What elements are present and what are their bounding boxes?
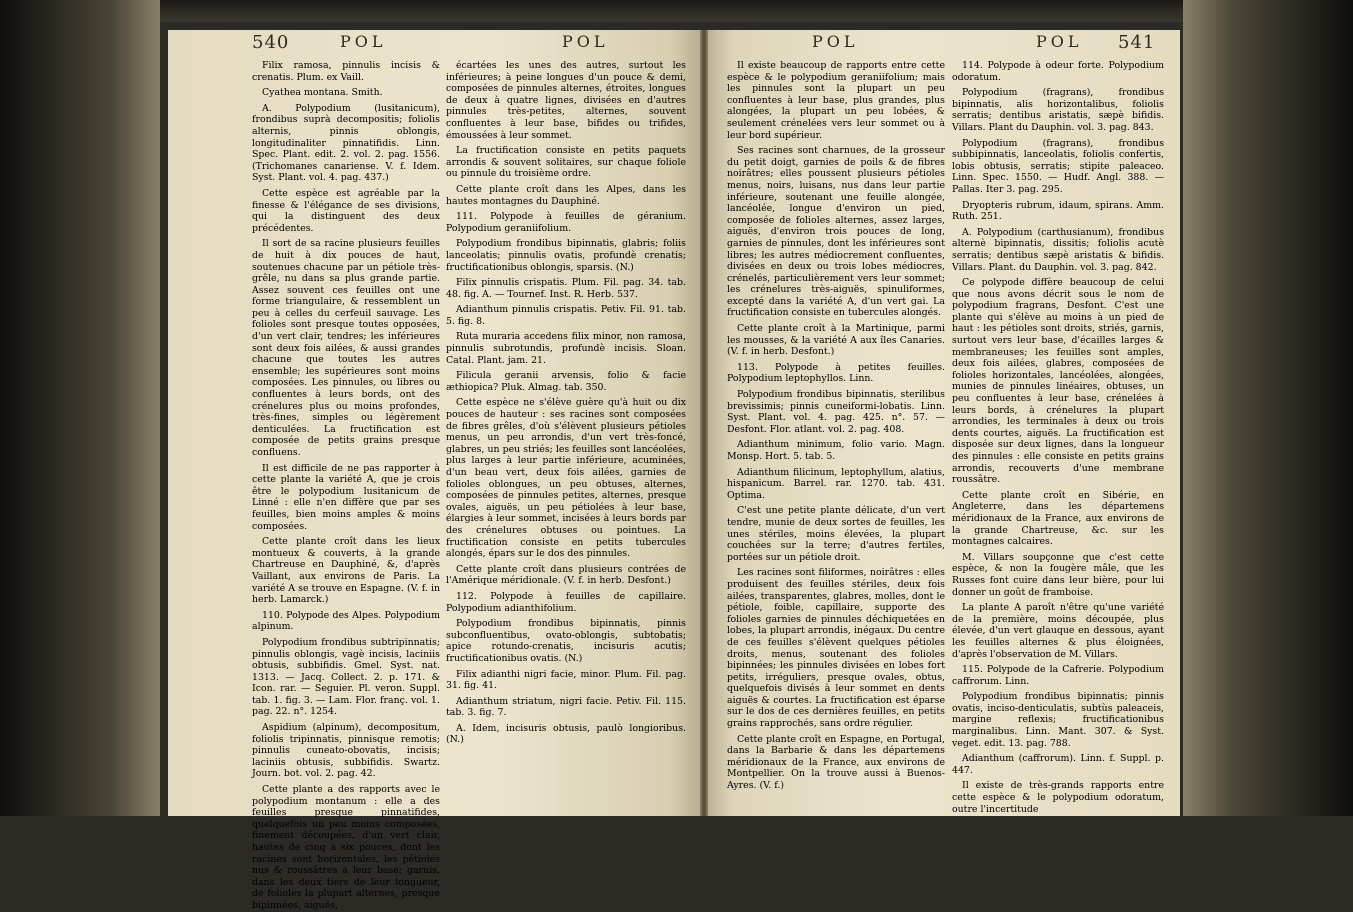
paragraph: Polypodium frondibus bipinnatis, sterilibus brevissimis; pinnis cuneiformi-lobatis. Linn. Syst. Plant. vol. 4. pag. 425. n°. 57. — Desfont. Flor. atlant. vol. 2. pag. 408. <box>727 389 945 435</box>
paragraph: A. Polypodium (carthusianum), frondibus alternè bipinnatis, dissitis; foliolis acutè serratis; dentibus sæpè aristatis & bifidis. Villars. Plant. du Dauphin. vol. 3. pag. 842. <box>952 226 1164 273</box>
paragraph: Filicula geranii arvensis, folio & facie æthiopica? Pluk. Almag. tab. 350. <box>446 370 686 393</box>
right-page-running-head-1: POL <box>812 32 859 51</box>
scanner-edge-top <box>0 0 1353 22</box>
left-page-running-head-2: POL <box>562 32 609 51</box>
paragraph: Ce polypode diffère beaucoup de celui que nous avons décrit sous le nom de polypodium fragrans, Desfont. C'est une plante qui s'élève au moins à un pied de haut : les pétioles sont droits, striés, garnis, surtout vers leur base, d'écailles larges & membraneuses; les feuilles sont amples, deux fois ailées, glabres, composées de folioles horizontales, lancéolées, alongées, munies de pinnules linéaires, obtuses, un peu confluentes à leur base, crénelées à leurs bords, à crénelures la plupart arrondies, les terminales à deux ou trois dents courtes, aiguës. La fructification est disposée sur deux lignes, dans la longueur des pinnules : elle consiste en petits grains arrondis, recouverts d'une membrane roussâtre. <box>952 277 1164 486</box>
paragraph: Cyathea montana. Smith. <box>262 87 383 99</box>
right-page-folio: 541 <box>1118 32 1156 53</box>
paragraph: A. Polypodium (lusitanicum), frondibus suprà decompositis; foliolis alternis, pinnis oblongis, longitudinaliter pinnatifidis. Linn. Spec. Plant. edit. 2. vol. 2. pag. 1556. (Trichomanes canariense. V. f. Idem. Syst. Plant. vol. 4. pag. 437.) <box>252 102 440 184</box>
paragraph: 112. Polypode à feuilles de capillaire. Polypodium adianthifolium. <box>446 590 686 614</box>
paragraph: Filix adianthi nigri facie, minor. Plum. Fil. pag. 31. fig. 41. <box>446 668 686 692</box>
paragraph: Filix ramosa, pinnulis incisis & crenatis. Plum. ex Vaill. <box>252 60 440 83</box>
paragraph: Cette espèce ne s'élève guère qu'à huit ou dix pouces de hauteur : ses racines sont composées de fibres grêles, d'où s'élèvent plusieurs pétioles menus, un peu arrondis, d'un vert très-foncé, glabres, un peu striés; les feuilles sont lancéolées, plus larges à leur partie inférieure, acuminées, d'un beau vert, deux fois ailées, garnies de folioles oblongues, un peu obtuses, alternes, composées de pinnules petites, alternes, presque ovales, aiguës, un peu pétiolées à leur base, élargies à leur sommet, incisées à leurs bords par des crénelures obtuses ou pointues. La fructification consiste en petits tubercules alongés, épars sur le dos des pinnules. <box>446 397 686 560</box>
paragraph: Polypodium frondibus bipinnatis, pinnis subconfluentibus, ovato-oblongis, subtobatis; apice rotundo-crenatis, incisuris acutis; fructificationibus ovatis. (N.) <box>446 618 686 664</box>
paragraph: 110. Polypode des Alpes. Polypodium alpinum. <box>252 609 440 633</box>
paragraph: Il sort de sa racine plusieurs feuilles de huit à dix pouces de haut, soutenues chacune par un pétiole très-grêle, nu dans sa plus grande partie. Assez souvent ces feuilles ont une forme triangulaire, & ressemblent un peu à celles du cerfeuil sauvage. Les folioles sont presque toutes opposées, d'un vert clair, tendres; les inférieures sont deux fois ailées, & aussi grandes chacune que toutes les autres ensemble; les supérieures sont moins composées. Les pinnules, ou libres ou confluentes à leurs bords, ont des crénelures plus ou moins profondes, très-fines, simples ou légèrement denticulées. La fructification est composée de petits grains presque confluens. <box>252 238 440 458</box>
paragraph: Adianthum (caffrorum). Linn. f. Suppl. p. 447. <box>952 753 1164 776</box>
left-page-running-head-1: POL <box>340 32 387 51</box>
left-page-column-2 <box>446 60 686 760</box>
paragraph: écartées les unes des autres, surtout les inférieures; à peine longues d'un pouce & demi, composées de pinnules alternes, étroites, longues de deux à quatre lignes, divisées en d'autres pinnules très-petites, alternes, souvent confluentes à leur base, bifides ou trifides, émoussées à leur sommet. <box>446 60 686 141</box>
paragraph: Adianthum filicinum, leptophyllum, alatius, hispanicum. Barrel. rar. 1270. tab. 431. Optima. <box>727 466 945 501</box>
left-page-folio: 540 <box>252 32 290 53</box>
paragraph: Polypodium (fragrans), frondibus bipinnatis, alis horizontalibus, foliolis serratis; dentibus aristatis, sæpè bifidis. Villars. Plant du Dauphin. vol. 3. pag. 843. <box>952 87 1164 133</box>
scanner-edge-right <box>1183 0 1353 816</box>
paragraph: Polypodium frondibus bipinnatis; pinnis ovatis, inciso-denticulatis, subtùs paleaceis, margine reflexis; fructificationibus marginalibus. Linn. Mant. 307. & Syst. veget. edit. 13. pag. 788. <box>952 691 1164 749</box>
paragraph: Cette plante croît dans les lieux montueux & couverts, à la grande Chartreuse en Dauphiné, &, d'après Vaillant, aux environs de Paris. La variété A se trouve en Espagne. (V. f. in herb. Lamarck.) <box>252 536 440 606</box>
paragraph: Polypodium frondibus bipinnatis, glabris; foliis lanceolatis; pinnulis ovatis, profundè crenatis; fructificationibus oblongis, sparsis. (N.) <box>446 238 686 273</box>
paragraph: Cette espèce est agréable par la finesse & l'élégance de ses divisions, qui la distinguent des deux précédentes. <box>252 187 440 234</box>
paragraph: La plante A paroît n'être qu'une variété de la première, moins découpée, plus élevée, d'un vert glauque en dessous, ayant les feuilles alternes & plus éloignées, d'après l'observation de M. Villars. <box>952 602 1164 660</box>
right-page-column-2 <box>952 60 1164 815</box>
right-page-column-1 <box>727 60 945 792</box>
paragraph: Il existe beaucoup de rapports entre cette espèce & le polypodium geraniifolium; mais les pinnules sont la plupart un peu confluentes à leur base, plus grandes, plus alongées, la plupart un peu lobées, & seulement crénelées vers leur sommet ou à leur bord supérieur. <box>727 60 945 141</box>
paragraph: Dryopteris rubrum, idaum, spirans. Amm. Ruth. 251. <box>952 199 1164 223</box>
right-page-running-head-2: POL <box>1036 32 1083 51</box>
paragraph: Polypodium (fragrans), frondibus subbipinnatis, lanceolatis, foliolis confertis, lobis obtusis, serratis; stipite paleaceo. Linn. Spec. 1550. — Hudf. Angl. 388. — Pallas. Iter 3. pag. 295. <box>952 137 1164 195</box>
paragraph: Ruta muraria accedens filix minor, non ramosa, pinnulis subrotundis, profundè incisis. Sloan. Catal. Plant. jam. 21. <box>446 331 686 366</box>
paragraph: 115. Polypode de la Cafrerie. Polypodium caffrorum. Linn. <box>952 664 1164 687</box>
paragraph: Il existe de très-grands rapports entre cette espèce & le polypodium odoratum, outre l'incertitude <box>952 780 1164 815</box>
paragraph: Adianthum striatum, nigri facie. Petiv. Fil. 115. tab. 3. fig. 7. <box>446 695 686 719</box>
paragraph: Polypodium frondibus subtripinnatis; pinnulis oblongis, vagè incisis, laciniis obtusis, subbifidis. Gmel. Syst. nat. 1313. — Jacq. Collect. 2. p. 171. & Icon. rar. — Seguier. Pl. veron. Suppl. tab. 1. fig. 3. — Lam. Flor. franç. vol. 1. pag. 22. n°. 1254. <box>252 636 440 718</box>
paragraph: Les racines sont filiformes, noirâtres : elles produisent des feuilles stériles, deux fois ailées, transparentes, glabres, molles, dont le pétiole, foible, capillaire, supporte des folioles garnies de pinnules déchiquetées en lobes, la plupart arrondis, inégaux. Du centre de ces feuilles s'élèvent quelques pétioles droits, menus, soutenant des folioles bipinnées; les pinnules divisées en lobes fort petits, irréguliers, presque ovales, obtus, quelquefois divisés à leur sommet en dents aiguës & courtes. La fructification est éparse sur le dos de ces dernières feuilles, en petits grains rapprochés, sans ordre régulier. <box>727 567 945 730</box>
paragraph: Cette plante croît dans les Alpes, dans les hautes montagnes du Dauphiné. <box>446 183 686 207</box>
paragraph: Aspidium (alpinum), decompositum, foliolis tripinnatis, pinnisque remotis; pinnulis cuneato-obovatis, incisis; laciniis obtusis, subbifidis. Swartz. Journ. bot. vol. 2. pag. 42. <box>252 722 440 780</box>
paragraph: La fructification consiste en petits paquets arrondis & souvent solitaires, sur chaque foliole ou pinnule du troisième ordre. <box>446 145 686 180</box>
paragraph: 113. Polypode à petites feuilles. Polypodium leptophyllos. Linn. <box>727 361 945 385</box>
paragraph: Cette plante croît en Sibérie, en Angleterre, dans les départemens méridionaux de la France, aux environs de la grande Chartreuse, &c. sur les montagnes calcaires. <box>952 489 1164 548</box>
paragraph: 114. Polypode à odeur forte. Polypodium odoratum. <box>952 60 1164 83</box>
paragraph: Ses racines sont charnues, de la grosseur du petit doigt, garnies de poils & de fibres noirâtres; elles poussent plusieurs pétioles menus, noirs, luisans, nus dans leur partie inférieure, soutenant une feuille alongée, lancéolée, longue d'environ un pied, composée de folioles alternes, assez larges, aiguës, d'environ trois pouces de long, garnies de pinnules, dont les inférieures sont libres; les autres médiocrement confluentes, divisées en deux ou trois lobes médiocres, crénelés, particulièrement vers leur sommet; les crénelures très-aiguës, spinuliformes, excepté dans la variété A, d'un vert gai. La fructification consiste en tubercules alongés. <box>727 145 945 319</box>
paragraph: Cette plante croît à la Martinique, parmi les mousses, & la variété A aux îles Canaries. (V. f. in herb. Desfont.) <box>727 323 945 358</box>
paragraph: M. Villars soupçonne que c'est cette espèce, & non la fougère mâle, que les Russes font cuire dans leur bière, pour lui donner un goût de framboise. <box>952 551 1164 598</box>
left-page-column-1 <box>252 60 440 911</box>
paragraph: Cette plante croît en Espagne, en Portugal, dans la Barbarie & dans les départemens méridionaux de la France, aux environs de Montpellier. On la trouve aussi à Buenos-Ayres. (V. f.) <box>727 733 945 792</box>
paragraph: Cette plante a des rapports avec le polypodium montanum : elle a des feuilles presque pinnatifides, quelquefois un peu moins composées, finement découpées, d'un vert clair, hautes de cinq à six pouces, dont les racines sont horizontales, les pétioles nus & roussâtres à leur base; garnis, dans les deux tiers de leur longueur, de folioles la plupart alternes, presque bipinnées, aiguës, <box>252 784 440 911</box>
paragraph: Filix pinnulis crispatis. Plum. Fil. pag. 34. tab. 48. fig. A. — Tournef. Inst. R. Herb. 537. <box>446 277 686 300</box>
paragraph: A. Idem, incisuris obtusis, paulò longioribus. (N.) <box>446 722 686 746</box>
book-gutter <box>700 30 708 816</box>
paragraph: Cette plante croît dans plusieurs contrées de l'Amérique méridionale. (V. f. in herb. Desfont.) <box>446 563 686 587</box>
paragraph: C'est une petite plante délicate, d'un vert tendre, munie de deux sortes de feuilles, les unes stériles, moins élevées, la plupart couchées sur la terre; d'autres fertiles, portées sur un pétiole droit. <box>727 505 945 563</box>
scanner-edge-left <box>0 0 160 816</box>
paragraph: Il est difficile de ne pas rapporter à cette plante la variété A, que je crois être le polypodium lusitanicum de Linné : elle n'en diffère que par ses feuilles, bien moins amples & moins composées. <box>252 462 440 532</box>
paragraph: 111. Polypode à feuilles de géranium. Polypodium geraniifolium. <box>446 211 686 234</box>
paragraph: Adianthum pinnulis crispatis. Petiv. Fil. 91. tab. 5. fig. 8. <box>446 304 686 327</box>
paragraph: Adianthum minimum, folio vario. Magn. Monsp. Hort. 5. tab. 5. <box>727 439 945 462</box>
